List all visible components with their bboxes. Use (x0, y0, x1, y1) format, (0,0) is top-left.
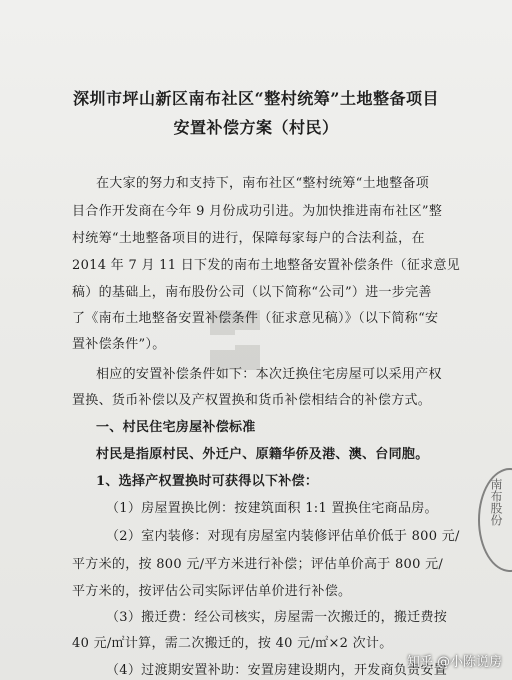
paragraph-line-1: 在大家的努力和支持下，南布社区“整村统筹“土地整备项 (96, 176, 430, 191)
section-heading: 一、村民住宅房屋补偿标准 (96, 420, 256, 435)
clause-2-line-2: 平方米的，按 800 元/平方米进行补偿；评估单价高于 800 元/ (72, 557, 444, 572)
document-title: 深圳市坪山新区南布社区“整村统筹”土地整备项目 (73, 89, 439, 108)
paragraph-line-2: 目合作开发商在今年 9 月份成功引进。为加快推进南布社区”整 (72, 204, 443, 219)
clause-2-line-3: 平方米的，按评估公司实际评估单价进行补偿。 (72, 584, 352, 599)
subsection-heading: 1、选择产权置换时可获得以下补偿： (96, 474, 319, 489)
clause-3-line-1: （3）搬迁费：经公司核实，房屋需一次搬迁的，搬迁费按 (106, 610, 448, 625)
source-credit: 知乎 @小陈说房 (406, 655, 502, 670)
paragraph-line-4: 2014 年 7 月 11 日下发的南布土地整备安置补偿条件（征求意见 (72, 258, 461, 273)
paragraph-line-9: 置换、货币补偿以及产权置换和货币补偿相结合的补偿方式。 (72, 393, 432, 408)
paragraph-line-7: 置补偿条件”）。 (72, 337, 166, 352)
clause-3-line-2: 40 元/㎡计算，需二次搬迁的，按 40 元/㎡×2 次计。 (72, 636, 393, 651)
definition-line: 村民是指原村民、外迁户、原籍华侨及港、澳、台同胞。 (96, 447, 429, 462)
document-subtitle: 安置补偿方案（村民） (173, 118, 339, 137)
clause-2-line-1: （2）室内装修：对现有房屋室内装修评估单价低于 800 元/ (106, 529, 460, 544)
clause-1: （1）房屋置换比例：按建筑面积 1:1 置换住宅商品房。 (106, 501, 438, 516)
clause-4-line-1: （4）过渡期安置补助：安置房建设期内，开发商负责安置 (106, 663, 448, 678)
paragraph-line-6: 了《南布土地整备安置补偿条件（征求意见稿）》（以下简称“安 (72, 311, 439, 326)
paragraph-line-8: 相应的安置补偿条件如下：本次迁换住宅房屋可以采用产权 (96, 367, 442, 382)
paragraph-line-5: 稿）的基础上，南布股份公司（以下简称“公司”）进一步完善 (72, 285, 432, 300)
stamp-label: 南布股份 (489, 478, 503, 526)
paragraph-line-3: 村统筹“土地整备项目的进行，保障每家每户的合法利益，在 (72, 231, 425, 246)
